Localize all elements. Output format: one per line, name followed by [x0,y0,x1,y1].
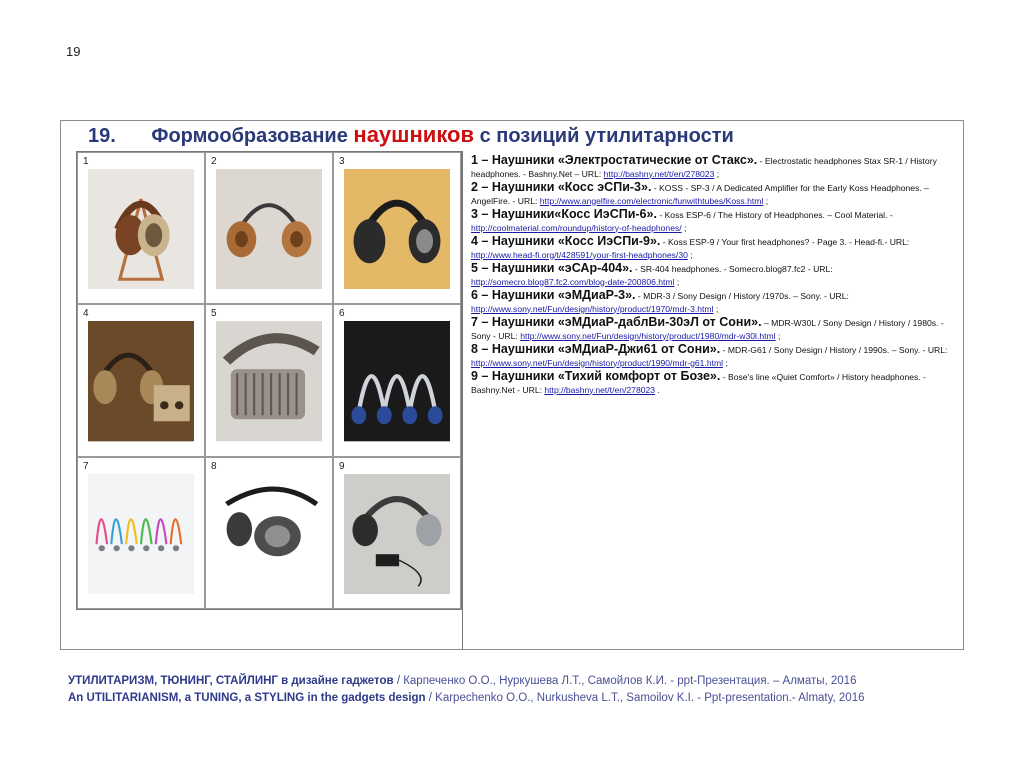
reference-source: - Koss ESP-9 / Your first headphones? - Page 3. - Head-fi.- URL: [660,237,910,247]
image-cell-8 [205,457,333,609]
image-grid [76,151,462,610]
reference-end: . [655,384,660,395]
image-cell-7 [77,457,205,609]
reference-source: – MDR-W30L / Sony Design / History / 1980s. - Sony - URL: [471,318,944,341]
page-number: 19 [66,44,81,59]
image-cell-4 [77,304,205,456]
reference-link[interactable]: http://www.sony.net/Fun/design/history/product/1990/mdr-g61.html [471,357,724,368]
reference-source: - KOSS - SP-3 / A Dedicated Amplifier for the Early Koss Headphones. – AngelFire. - URL: [471,183,929,206]
image-cell-6 [333,304,461,456]
reference-end: ; [723,357,728,368]
reference-item [471,262,952,288]
reference-item [471,208,952,234]
reference-title: 7 – Наушники «эМДиаР-даблВи-30эЛ от Сони». [471,315,762,329]
headphones-image-1 [88,169,194,289]
cell-number: 6 [339,308,345,320]
reference-end: ; [775,330,781,341]
reference-source: - Bose's line «Quiet Comfort» / History headphones. - Bashny.Net - URL: [471,372,926,395]
reference-link[interactable]: http://bashny.net/t/en/278023 [603,168,715,179]
reference-title: 1 – Наушники «Электростатические от Стакс». [471,153,758,167]
reference-end: ; [687,249,693,260]
reference-item [471,316,952,342]
reference-source: - SR-404 headphones. - Somecro.blog87.fc2 - URL: [632,264,833,274]
reference-link[interactable]: http://www.sony.net/Fun/design/history/product/1970/mdr-3.html [471,303,714,314]
image-cell-5 [205,304,333,456]
headphones-image-7 [88,474,194,594]
headphones-image-9 [344,474,450,594]
slide-title [88,122,734,148]
reference-link[interactable]: http://coolmaterial.com/roundup/history-of-headphones/ [471,222,682,233]
footer-title-en: An UTILITARIANISM, a TUNING, a STYLING in the gadgets design [68,692,426,704]
headphones-image-6 [344,321,450,441]
cell-number: 9 [339,460,345,472]
cell-number: 5 [211,308,217,320]
reference-end: ; [681,222,687,233]
cell-number: 4 [83,308,89,320]
reference-source: - Electrostatic headphones Stax SR-1 / History headphones. - Bashny.Net – URL: [471,156,937,179]
reference-link[interactable]: http://somecro.blog87.fc2.com/blog-date-200806.html [471,276,675,287]
reference-title: 3 – Наушники«Косс ИэСПи-6». [471,207,657,221]
reference-title: 5 – Наушники «эСАр-404». [471,261,633,275]
footer-authors-ru: / Карпеченко О.О., Нуркушева Л.Т., Самойлов К.И. - ppt-Презентация. – Алматы, 2016 [393,675,857,687]
references-list [462,151,952,649]
reference-item [471,154,952,180]
reference-title: 4 – Наушники «Косс ИэСПи-9». [471,234,661,248]
title-accent: наушников [353,122,474,147]
footer-title-ru: УТИЛИТАРИЗМ, ТЮНИНГ, СТАЙЛИНГ в дизайне гаджетов [68,675,394,687]
footer-citation [68,673,865,707]
cell-number: 2 [211,156,217,167]
image-cell-1 [77,152,205,304]
reference-source: - MDR-3 / Sony Design / History /1970s. – Sony. - URL: [635,291,849,301]
reference-source: - Koss ESP-6 / The History of Headphones. – Cool Material. - [656,210,893,220]
reference-item [471,181,952,207]
headphones-image-8 [216,474,322,594]
reference-title: 8 – Наушники «эМДиаР-Джи61 от Сони». [471,342,721,356]
cell-number: 1 [83,156,89,167]
reference-title: 9 – Наушники «Тихий комфорт от Бозе». [471,369,721,383]
reference-item [471,289,952,315]
reference-end: ; [714,168,720,179]
reference-title: 6 – Наушники «эМДиаР-3». [471,288,636,302]
reference-end: ; [763,195,769,206]
footer-line-en [68,690,865,707]
footer-authors-en: / Karpechenko O.O., Nurkusheva L.T., Samoilov K.I. - Ppt-presentation.- Almaty, 2016 [425,692,865,704]
cell-number: 3 [339,156,345,167]
headphones-image-4 [88,321,194,441]
reference-end: ; [713,303,719,314]
cell-number: 8 [211,460,217,472]
reference-item [471,370,952,396]
reference-link[interactable]: http://bashny.net/t/en/278023 [544,384,656,395]
image-cell-3 [333,152,461,304]
footer-line-ru [68,673,865,690]
headphones-image-3 [344,169,450,289]
reference-item [471,235,952,261]
title-number: 19. [88,125,116,147]
cell-number: 7 [83,460,89,472]
image-cell-9 [333,457,461,609]
title-after: с позиций утилитарности [479,125,734,147]
headphones-image-5 [216,321,322,441]
reference-end: ; [674,276,680,287]
image-cell-2 [205,152,333,304]
reference-link[interactable]: http://www.head-fi.org/t/428591/your-first-headphones/30 [471,249,688,260]
headphones-image-2 [216,169,322,289]
title-before: Формообразование [151,125,348,147]
reference-title: 2 – Наушники «Косс эСПи-3». [471,180,652,194]
reference-item [471,343,952,369]
reference-link[interactable]: http://www.sony.net/Fun/design/history/product/1980/mdr-w30l.html [520,330,776,341]
reference-link[interactable]: http://www.angelfire.com/electronic/funwithtubes/Koss.html [539,195,764,206]
reference-source: - MDR-G61 / Sony Design / History / 1990s. – Sony. - URL: [720,345,948,355]
